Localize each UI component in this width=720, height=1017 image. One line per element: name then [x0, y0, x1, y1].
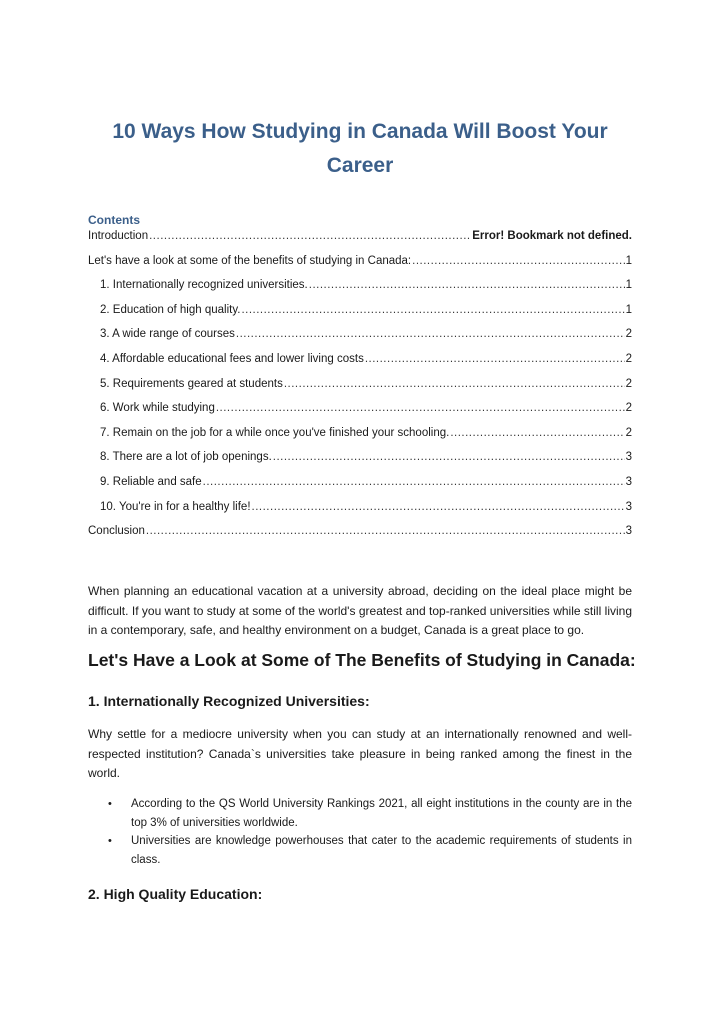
toc-page-number: 1 — [625, 279, 632, 292]
toc-entry[interactable] — [88, 255, 632, 280]
table-of-contents — [88, 230, 632, 550]
list-item — [88, 795, 632, 832]
toc-page-number: 3 — [625, 500, 632, 513]
document-title: 10 Ways How Studying in Canada Will Boost Your Career — [112, 120, 608, 177]
toc-entry[interactable] — [88, 402, 632, 427]
toc-entry-text: 2. Education of high quality. — [100, 303, 241, 316]
toc-leader-dots — [412, 255, 624, 267]
toc-entry-text: 1. Internationally recognized universities. — [100, 279, 308, 292]
toc-leader-dots — [284, 378, 625, 390]
toc-entry-text: 7. Remain on the job for a while once you've finished your schooling. — [100, 426, 450, 439]
toc-page-number: 3 — [625, 525, 632, 538]
toc-leader-dots — [146, 525, 625, 537]
subsection-heading-2: 2. High Quality Education: — [88, 886, 263, 902]
section-heading: Let's Have a Look at Some of The Benefits of Studying in Canada: — [88, 650, 636, 670]
toc-page-number: 2 — [625, 352, 632, 365]
toc-page-number: Error! Bookmark not defined. — [472, 230, 632, 242]
toc-leader-dots — [309, 279, 625, 291]
toc-entry-text: 8. There are a lot of job openings. — [100, 451, 272, 464]
toc-leader-dots — [252, 501, 625, 513]
toc-leader-dots — [216, 402, 625, 414]
toc-entry[interactable] — [88, 230, 632, 255]
toc-entry-text: 9. Reliable and safe — [100, 475, 202, 488]
toc-leader-dots — [149, 230, 471, 242]
toc-page-number: 1 — [625, 254, 632, 267]
toc-leader-dots — [236, 328, 625, 340]
toc-entry[interactable] — [88, 501, 632, 526]
toc-entry[interactable] — [88, 525, 632, 550]
toc-leader-dots — [241, 304, 624, 316]
toc-page-number: 2 — [625, 402, 632, 415]
toc-entry[interactable] — [88, 304, 632, 329]
toc-entry-text: 5. Requirements geared at students — [100, 377, 283, 390]
toc-page-number: 2 — [625, 328, 632, 341]
toc-entry[interactable] — [88, 279, 632, 304]
toc-entry-text: Introduction — [88, 230, 149, 242]
intro-paragraph: When planning an educational vacation at a university abroad, deciding on the ideal place might be difficult. If you want to study at some of the world's greatest and top-ranked universities while still living in a contemporary, safe, and healthy environment on a budget, Canada is a great place to go. — [88, 584, 632, 637]
toc-entry-text: 4. Affordable educational fees and lower living costs — [100, 352, 364, 365]
toc-leader-dots — [450, 427, 624, 439]
toc-page-number: 2 — [625, 426, 632, 439]
list-item — [88, 832, 632, 869]
toc-entry-text: 3. A wide range of courses — [100, 328, 235, 341]
bullet-icon: • — [108, 798, 112, 810]
toc-entry[interactable] — [88, 427, 632, 452]
toc-leader-dots — [365, 353, 625, 365]
list-item-text: Universities are knowledge powerhouses that cater to the academic requirements of students in class. — [131, 835, 632, 866]
toc-page-number: 1 — [625, 303, 632, 316]
toc-entry[interactable] — [88, 378, 632, 403]
toc-entry[interactable] — [88, 328, 632, 353]
contents-heading: Contents — [88, 213, 140, 227]
toc-leader-dots — [273, 451, 625, 463]
toc-entry-text: Let's have a look at some of the benefits of studying in Canada: — [88, 254, 412, 267]
list-item-text: According to the QS World University Rankings 2021, all eight institutions in the county are in the top 3% of universities worldwide. — [131, 798, 632, 829]
toc-leader-dots — [203, 476, 625, 488]
toc-entry[interactable] — [88, 476, 632, 501]
toc-entry-text: Conclusion — [88, 525, 145, 538]
toc-entry[interactable] — [88, 451, 632, 476]
toc-entry-text: 6. Work while studying — [100, 402, 215, 415]
toc-page-number: 3 — [625, 475, 632, 488]
bullet-list — [88, 795, 632, 869]
subsection-1-paragraph: Why settle for a mediocre university when you can study at an internationally renowned and well-respected institution? Canada`s universities take pleasure in being ranked among the finest in the world. — [88, 727, 632, 780]
toc-page-number: 2 — [625, 377, 632, 390]
subsection-heading-1: 1. Internationally Recognized Universities: — [88, 693, 370, 709]
toc-entry-text: 10. You're in for a healthy life! — [100, 500, 251, 513]
toc-page-number: 3 — [625, 451, 632, 464]
toc-entry[interactable] — [88, 353, 632, 378]
bullet-icon: • — [108, 835, 112, 847]
